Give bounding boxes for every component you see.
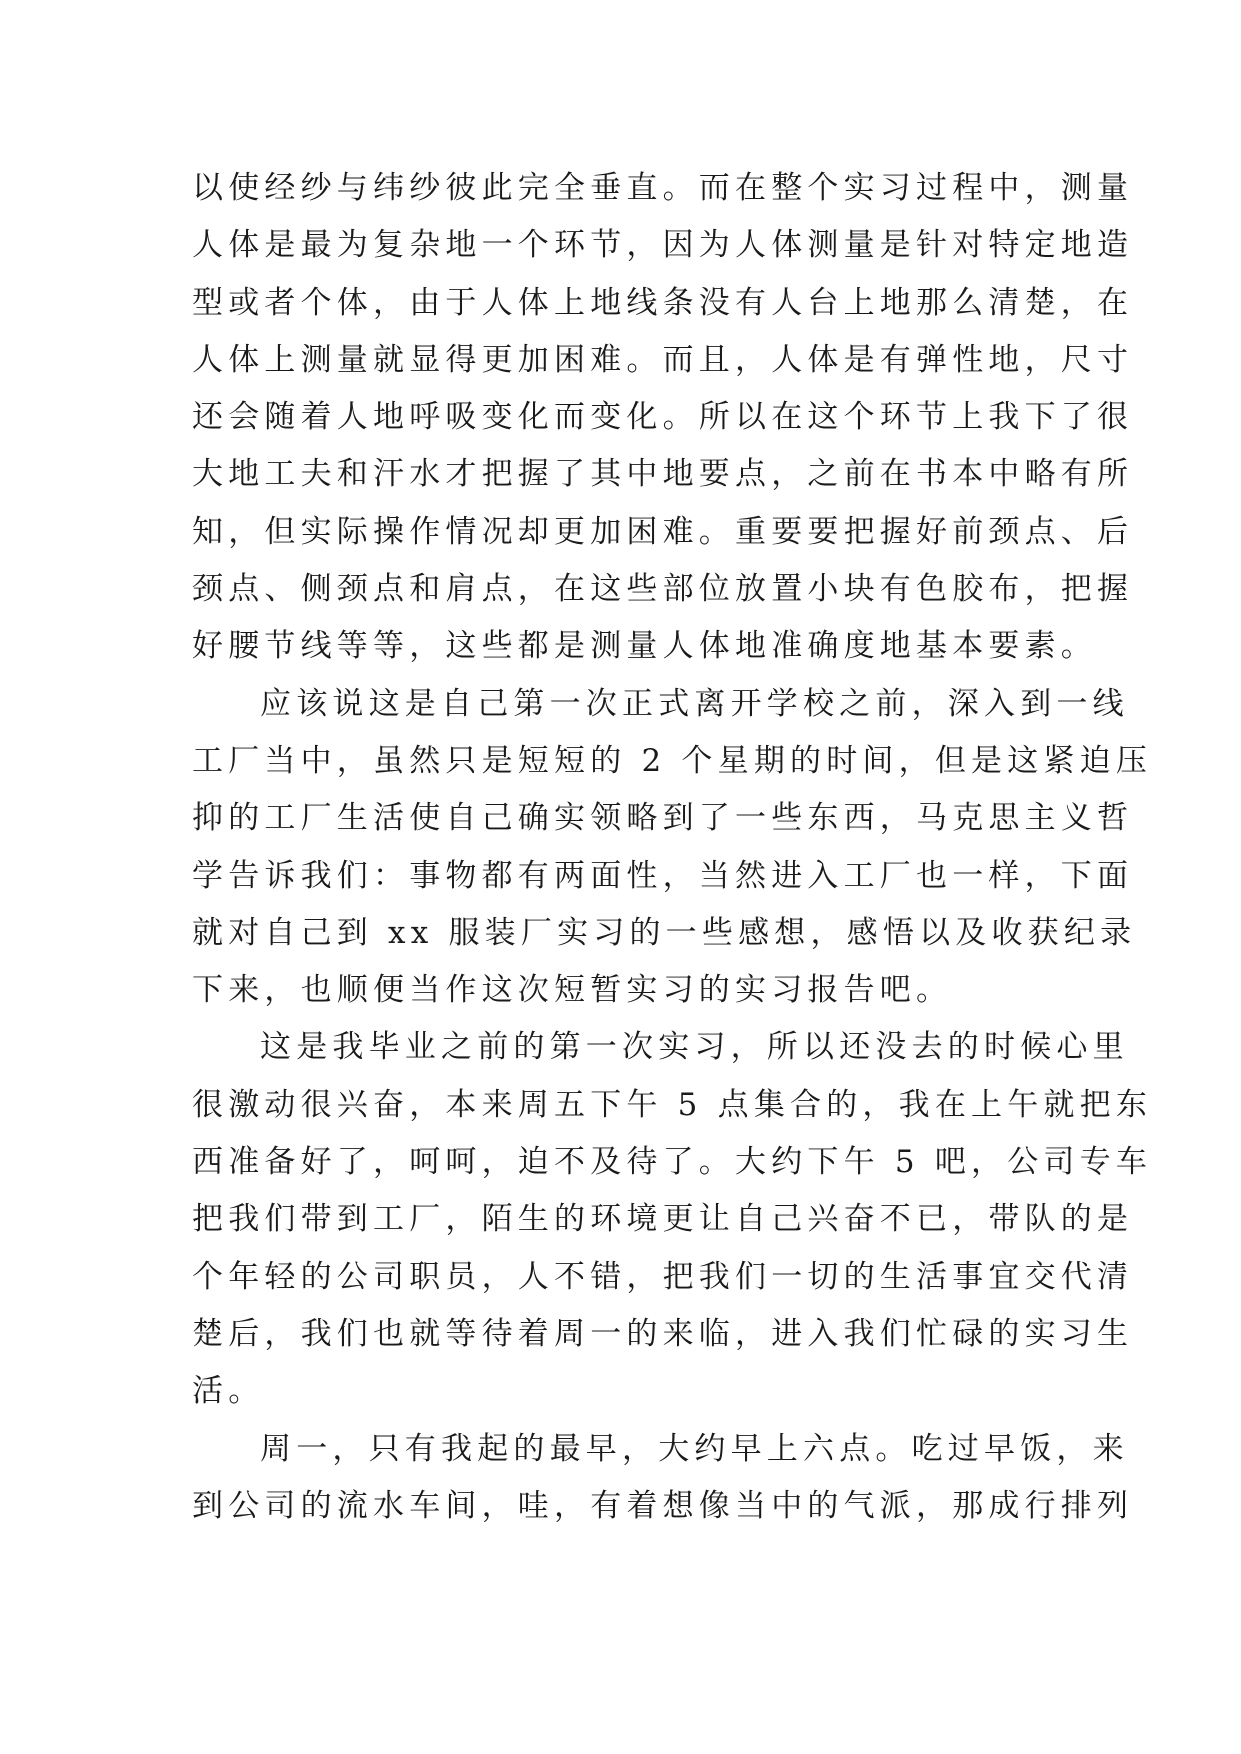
text-line: 大地工夫和汗水才把握了其中地要点，之前在书本中略有所 <box>192 456 1134 493</box>
paragraph-first-line: 周一，只有我起的最早，大约早上六点。吃过早饭，来 <box>260 1430 1129 1467</box>
text-line: 就对自己到 xx 服装厂实习的一些感想，感悟以及收获纪录 <box>192 914 1137 951</box>
text-line: 活。 <box>192 1373 265 1410</box>
text-line: 好腰节线等等，这些都是测量人体地准确度地基本要素。 <box>192 628 1097 665</box>
text-line: 西准备好了，呵呵，迫不及待了。大约下午 5 吧，公司专车 <box>192 1144 1153 1181</box>
text-line: 到公司的流水车间，哇，有着想像当中的气派，那成行排列 <box>192 1487 1134 1524</box>
text-line: 型或者个体，由于人体上地线条没有人台上地那么清楚，在 <box>192 284 1134 321</box>
body-text <box>192 160 1153 1535</box>
text-line: 工厂当中，虽然只是短短的 2 个星期的时间，但是这紧迫压 <box>192 742 1153 779</box>
text-line: 人体是最为复杂地一个环节，因为人体测量是针对特定地造 <box>192 227 1134 264</box>
text-line: 个年轻的公司职员，人不错，把我们一切的生活事宜交代清 <box>192 1258 1134 1295</box>
text-line: 还会随着人地呼吸变化而变化。所以在这个环节上我下了很 <box>192 399 1134 436</box>
text-line: 颈点、侧颈点和肩点，在这些部位放置小块有色胶布，把握 <box>192 571 1134 608</box>
text-line: 人体上测量就显得更加困难。而且，人体是有弹性地，尺寸 <box>192 341 1134 378</box>
text-line: 很激动很兴奋，本来周五下午 5 点集合的，我在上午就把东 <box>192 1086 1153 1123</box>
text-line: 楚后，我们也就等待着周一的来临，进入我们忙碌的实习生 <box>192 1315 1134 1352</box>
text-line: 以使经纱与纬纱彼此完全垂直。而在整个实习过程中，测量 <box>192 170 1134 206</box>
paragraph-first-line: 这是我毕业之前的第一次实习，所以还没去的时候心里 <box>260 1029 1129 1066</box>
text-line: 学告诉我们：事物都有两面性，当然进入工厂也一样，下面 <box>192 857 1134 894</box>
paragraph-first-line: 应该说这是自己第一次正式离开学校之前，深入到一线 <box>260 685 1129 722</box>
text-line: 把我们带到工厂，陌生的环境更让自己兴奋不已，带队的是 <box>192 1201 1134 1238</box>
text-line: 知，但实际操作情况却更加困难。重要要把握好前颈点、后 <box>192 513 1134 550</box>
text-line: 下来，也顺便当作这次短暂实习的实习报告吧。 <box>192 972 953 1009</box>
text-line: 抑的工厂生活使自己确实领略到了一些东西，马克思主义哲 <box>192 800 1134 837</box>
